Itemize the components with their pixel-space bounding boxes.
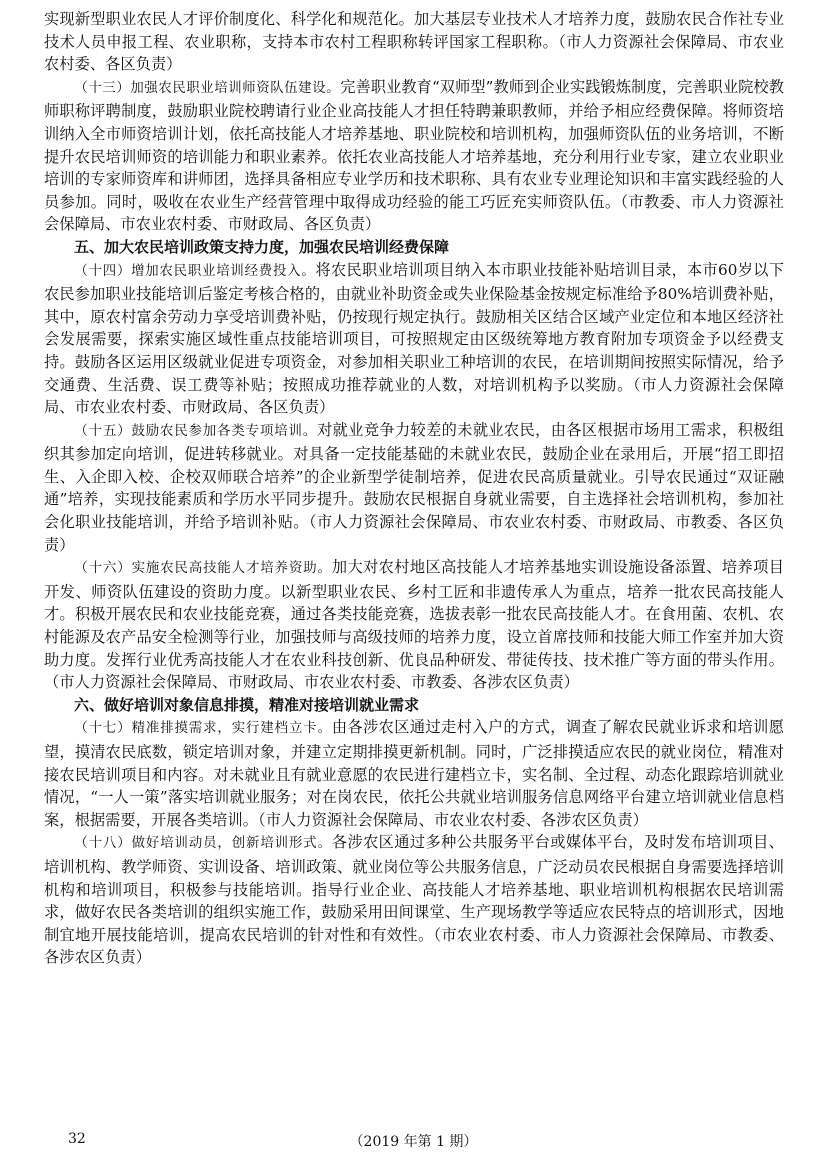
paragraph-lead: （十七）精准排摸需求，实行建档立卡。	[74, 721, 332, 737]
paragraph-lead: （十八）做好培训动员，创新培训形式。	[74, 836, 332, 852]
paragraph-15	[44, 419, 784, 557]
paragraph-16	[44, 556, 784, 694]
paragraph-text: 由各涉农区通过走村入户的方式，调查了解农民就业诉求和培训愿望，摸清农民底数，锁定培训对象，并建立定期排摸更新机制。同时，广泛排摸适应农民的就业岗位，精准对接农民培训项目和内容。对未就业且有就业意愿的农民进行建档立卡，实名制、全过程、动态化跟踪培训就业情况，“一人一策”落实培训就业服务；对在岗农民，依托公共就业培训服务信息网络平台建立培训就业信息档案，根据需要，开展各类培训。（市人力资源社会保障局、市农业农村委、各涉农区负责）	[44, 718, 784, 829]
section-heading-5: 五、加大农民培训政策支持力度，加强农民培训经费保障	[74, 237, 450, 256]
paragraph-text: 对就业竞争力较差的未就业农民，由各区根据市场用工需求，积极组织其参加定向培训，促进转移就业。对具备一定技能基础的未就业农民，鼓励企业在录用后，开展“招工即招生、入企即入校、企校双师联合培养”的企业新型学徒制培养，促进农民高质量就业。引导农民通过“双证融通”培养，实现技能素质和学历水平同步提升。鼓励农民根据自身就业需要，自主选择社会培训机构，参加社会化职业技能培训，并给予培训补贴。（市人力资源社会保障局、市农业农村委、市财政局、市教委、各区负责）	[44, 420, 785, 554]
paragraph-17	[44, 716, 784, 831]
page-footer	[0, 1131, 827, 1155]
paragraph-lead: （十五）鼓励农民参加各类专项培训。	[74, 423, 318, 439]
paragraph-text: 各涉农区通过多种公共服务平台或媒体平台，及时发布培训项目、培训机构、教学师资、实训设备、培训政策、就业岗位等公共服务信息，广泛动员农民根据自身需要选择培训机构和培训项目，积极参与技能培训。指导行业企业、高技能人才培养基地、职业培训机构根据农民培训需求，做好农民各类培训的组织实施工作，鼓励采用田间课堂、生产现场教学等适应农民特点的培训形式，因地制宜地开展技能培训，提高农民培训的针对性和有效性。（市农业农村委、市人力资源社会保障局、市教委、各涉农区负责）	[44, 833, 784, 967]
paragraph-14	[44, 259, 784, 419]
paragraph-18	[44, 831, 784, 969]
section-heading-6: 六、做好培训对象信息排摸，精准对接培训就业需求	[74, 695, 420, 714]
paragraph-text: 将农民职业培训项目纳入本市职业技能补贴培训目录，本市60岁以下农民参加职业技能培训后鉴定考核合格的，由就业补助资金或失业保险基金按规定标准给予80%培训费补贴，其中，原农村富余劳动力享受培训费补贴，仍按现行规定执行。鼓励相关区结合区域产业定位和本地区经济社会发展需要，探索实施区域性重点技能培训项目，可按照规定由区级统筹地方教育附加专项资金予以经费支持。鼓励各区运用区级就业促进专项资金，对参加相关职业工种培训的农民，在培训期间按照实际情况，给予交通费、生活费、误工费等补贴；按照成功推荐就业的人数，对培训机构予以奖励。（市人力资源社会保障局、市农业农村委、市财政局、各区负责）	[44, 260, 784, 417]
paragraph-lead: （十六）实施农民高技能人才培养资助。	[74, 561, 332, 577]
paragraph-text: 加大对农村地区高技能人才培养基地实训设施设备添置、培养项目开发、师资队伍建设的资助力度。以新型职业农民、乡村工匠和非遗传承人为重点，培养一批农民高技能人才。积极开展农民和农业技能竞赛，通过各类技能竞赛，选拔表彰一批农民高技能人才。在食用菌、农机、农村能源及农产品安全检测等行业，加强技师与高级技师的培养力度，设立首席技师和技能大师工作室并加大资助力度。发挥行业优秀高技能人才在农业科技创新、优良品种研发、带徒传技、技术推广等方面的带头作用。（市人力资源社会保障局、市财政局、市农业农村委、市教委、各涉农区负责）	[44, 558, 784, 692]
paragraph-13	[44, 76, 784, 236]
paragraph-text: 实现新型职业农民人才评价制度化、科学化和规范化。加大基层专业技术人才培养力度，鼓励农民合作社专业技术人员申报工程、农业职称，支持本市农村工程职称转评国家工程职称。（市人力资源社会保障局、市农业农村委、各区负责）	[44, 10, 784, 74]
issue-label: （2019 年第 1 期）	[349, 1134, 478, 1150]
page-number: 32	[68, 1131, 86, 1147]
paragraph-text: 完善职业教育“双师型”教师到企业实践锻炼制度，完善职业院校教师职称评聘制度，鼓励职业院校聘请行业企业高技能人才担任特聘兼职教师，并给予相应经费保障。将师资培训纳入全市师资培训计划，依托高技能人才培养基地、职业院校和培训机构，加强师资队伍的业务培训，不断提升农民培训师资的培训能力和职业素养。依托农业高技能人才培养基地，充分利用行业专家，建立农业职业培训的专家师资库和讲师团，选择具备相应专业学历和技术职称、具有农业专业理论知识和丰富实践经验的人员参加。同时，吸收在农业生产经营管理中取得成功经验的能工巧匠充实师资队伍。（市教委、市人力资源社会保障局、市农业农村委、市财政局、各区负责）	[44, 77, 784, 234]
paragraph-lead: （十四）增加农民职业培训经费投入。	[74, 263, 316, 279]
paragraph-lead: （十三）加强农民职业培训师资队伍建设。	[74, 80, 341, 96]
document-body	[44, 8, 784, 969]
paragraph-continuation	[44, 8, 784, 76]
